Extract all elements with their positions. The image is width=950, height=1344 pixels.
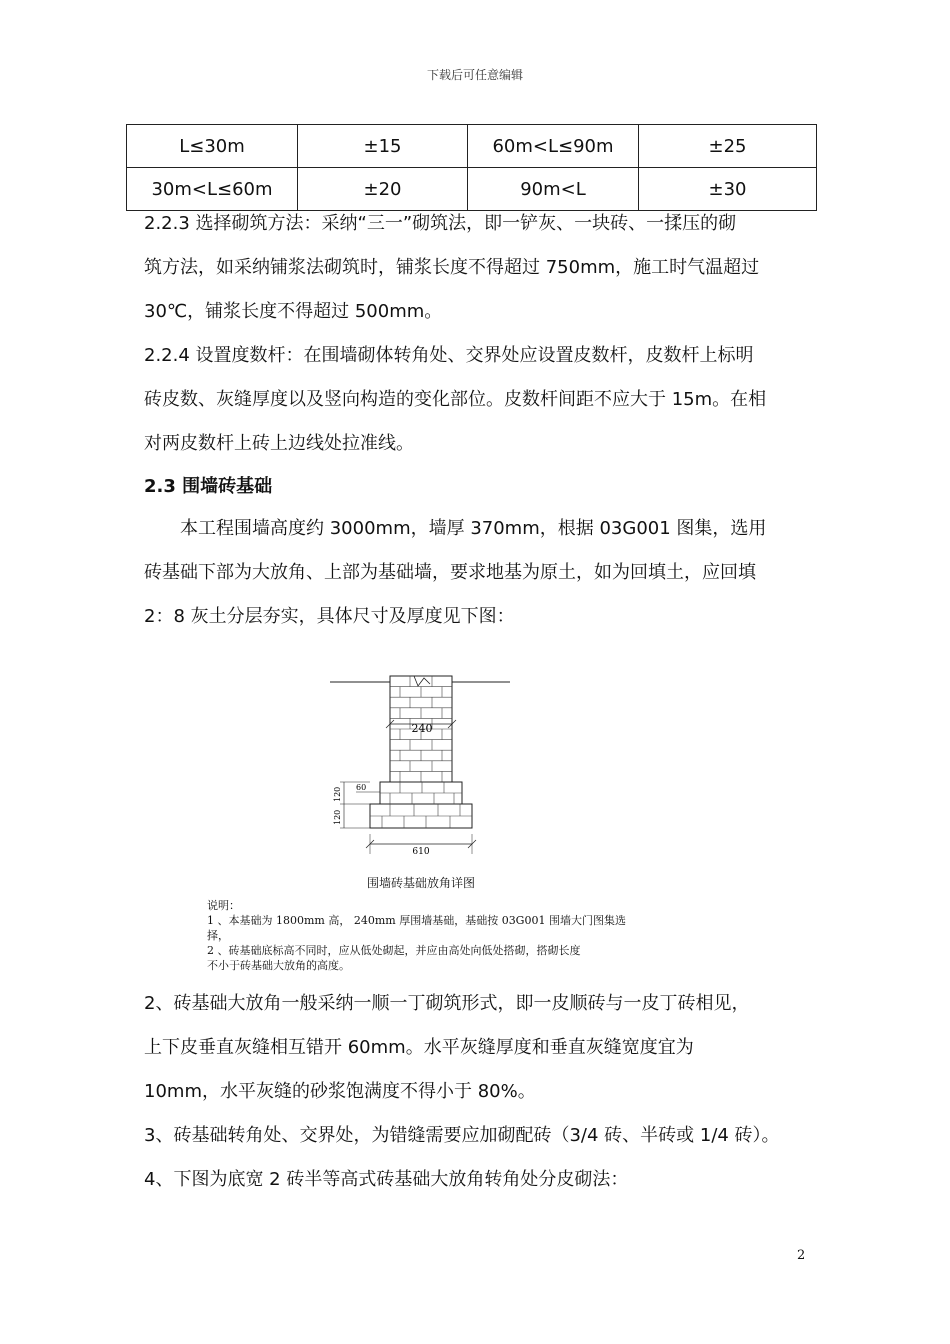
tolerance-table <box>126 124 817 211</box>
text-line: 2.2.4 设置度数杆：在围墙砌体转角处、交界处应设置皮数杆，皮数杆上标明 <box>144 345 754 366</box>
table-cell: ±25 <box>639 125 817 168</box>
figure-notes <box>207 898 667 973</box>
width-dimension-label: 240 <box>411 722 433 735</box>
page-header: 下载后可任意编辑 <box>426 68 523 82</box>
note-line: 1 、本基础为 1800mm 高， 240mm 厚围墙基础，基础按 03G001 围墙大门图集选 <box>207 914 626 927</box>
text-line: 10mm，水平灰缝的砂浆饱满度不得小于 80%。 <box>144 1081 536 1102</box>
text-line: 2：8 灰土分层夯实，具体尺寸及厚度见下图： <box>144 606 515 627</box>
table-cell: 90m<L <box>468 168 639 211</box>
text-line: 砖基础下部为大放角、上部为基础墙，要求地基为原土，如为回填土，应回填 <box>144 562 756 583</box>
text-line: 2、砖基础大放角一般采纳一顺一丁砌筑形式，即一皮顺砖与一皮丁砖相见， <box>144 993 750 1014</box>
section-heading: 2.3 围墙砖基础 <box>144 476 273 497</box>
text-line: 2.2.3 选择砌筑方法：采纳“三一”砌筑法，即一铲灰、一块砖、一揉压的砌 <box>144 213 737 234</box>
text-line: 上下皮垂直灰缝相互错开 60mm。水平灰缝厚度和垂直灰缝宽度宜为 <box>144 1037 694 1058</box>
height-dimension-label: 120 <box>333 809 342 825</box>
table-cell: ±30 <box>639 168 817 211</box>
page-number: 2 <box>797 1248 806 1263</box>
text-line: 砖皮数、灰缝厚度以及竖向构造的变化部位。皮数杆间距不应大于 15m。在相 <box>144 389 767 410</box>
step-dimension-label: 60 <box>356 783 367 792</box>
note-line: 说明： <box>207 899 240 912</box>
text-line: 30℃，铺浆长度不得超过 500mm。 <box>144 301 443 322</box>
foundation-drawing <box>326 668 516 868</box>
construction-method-text <box>144 202 824 466</box>
table-cell: ±20 <box>298 168 468 211</box>
foundation-diagram <box>326 668 516 872</box>
table-cell: 60m<L≤90m <box>468 125 639 168</box>
foundation-description <box>144 507 824 639</box>
text-line: 3、砖基础转角处、交界处，为错缝需要应加砌配砖（3/4 砖、半砖或 1/4 砖）。 <box>144 1125 780 1146</box>
note-line: 不小于砖基础大放角的高度。 <box>207 959 350 972</box>
note-line: 2 、砖基础底标高不同时，应从低处砌起，并应由高处向低处搭砌，搭砌长度 <box>207 944 581 957</box>
table-cell: L≤30m <box>127 125 298 168</box>
table-cell: 30m<L≤60m <box>127 168 298 211</box>
base-dimension-label: 610 <box>412 847 430 857</box>
figure-caption: 围墙砖基础放角详图 <box>366 876 475 890</box>
text-line: 4、下图为底宽 2 砖半等高式砖基础大放角转角处分皮砌法： <box>144 1169 629 1190</box>
masonry-rules-text <box>144 982 824 1202</box>
text-line: 筑方法，如采纳铺浆法砌筑时，铺浆长度不得超过 750mm，施工时气温超过 <box>144 257 760 278</box>
table-row <box>127 125 817 168</box>
note-line: 择， <box>207 929 229 942</box>
text-line: 对两皮数杆上砖上边线处拉准线。 <box>144 433 414 454</box>
table-cell: ±15 <box>298 125 468 168</box>
text-line: 本工程围墙高度约 3000mm，墙厚 370mm，根据 03G001 图集，选用 <box>180 518 767 539</box>
height-dimension-label: 120 <box>333 786 342 802</box>
